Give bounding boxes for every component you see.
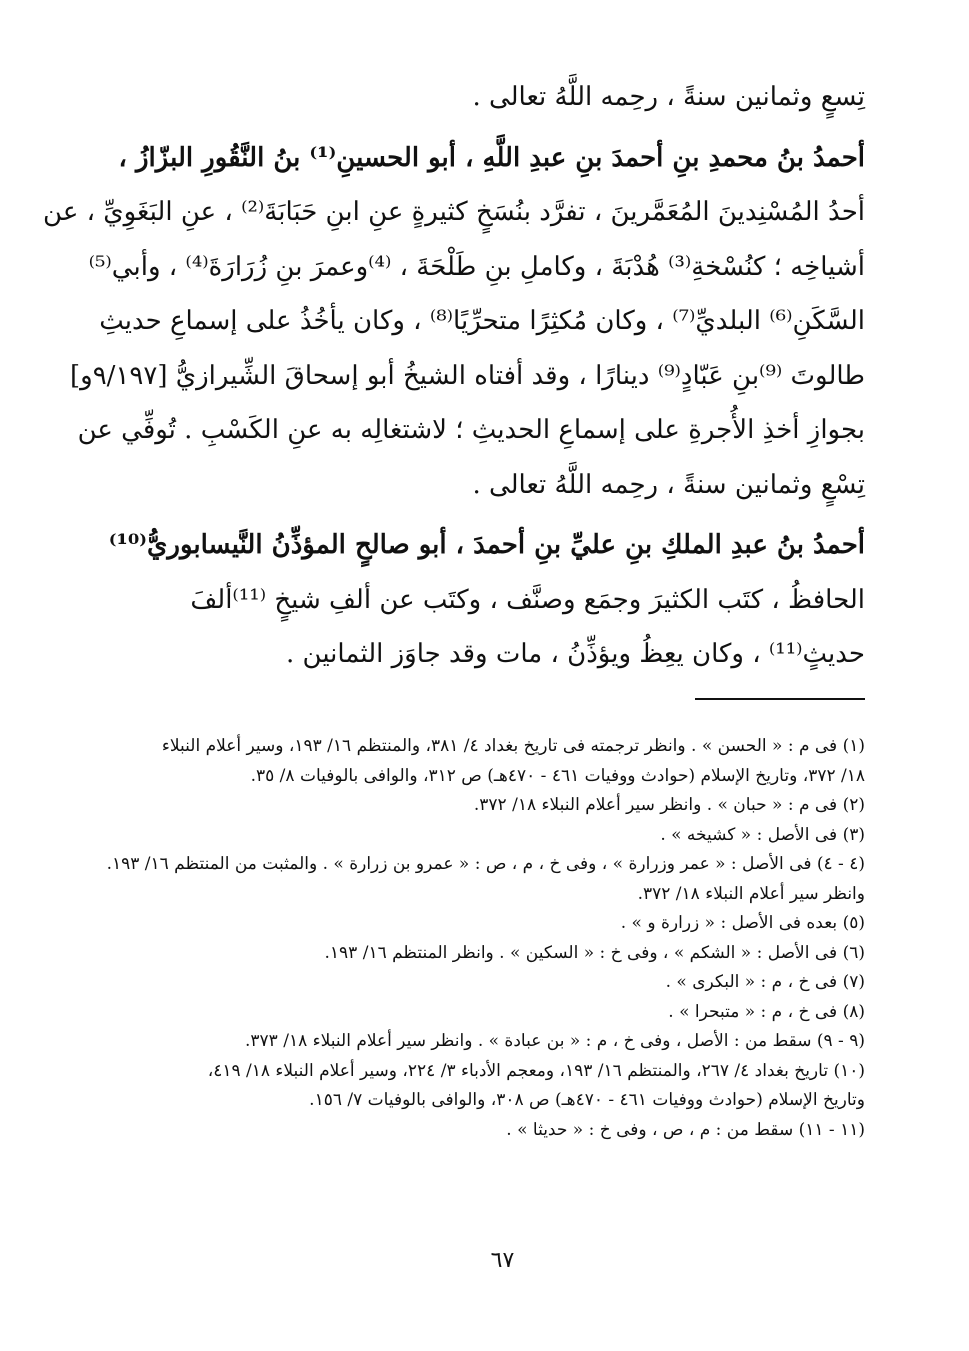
entry-heading: أحمدُ بنُ عبدِ الملكِ بنِ عليِّ بنِ أحمدَ ، أبو صالحٍ المؤذِّنُ النَّيسابوريُّ⁽¹⁰⁾ [108,530,865,560]
footnote-line: (١١ - ١١) سقط من : م ، ص ، وفى خ : « حديثا » . [506,1119,865,1140]
entry-line: أشياخِه ؛ كنُسْخةِ⁽³⁾ هُدْبَةَ ، وكاملِ بنِ طَلْحَةَ ، ⁽⁴⁾وعمرَ بنِ زُرَارَةَ⁽⁴⁾ ، وأبي⁽⁵⁾ [88,251,865,282]
footnote-line: وتاريخ الإسلام (حوادث ووفيات ٤٦١ - ٤٧٠هـ) ص ٣٠٨، والوافى بالوفيات ٧/ ١٥٦. [309,1090,865,1110]
opening-line: تِسعٍ وثمانين سنةً ، رحِمه اللَّهُ تعالى . [472,82,865,112]
footnotes [106,732,865,1145]
footnote-line: (١) فى م : « الحسن » . وانظر ترجمته فى تاريخ بغداد ٤/ ٣٨١، والمنتظم ١٦/ ١٩٣، وسير أعلام النبلاء [161,736,865,756]
footnote-line: (١٠) تاريخ بغداد ٤/ ٢٦٧، والمنتظم ١٦/ ١٩٣، ومعجم الأدباء ٣/ ٢٢٤، وسير أعلام النبلاء ١٨/ ٤١٩، [207,1060,865,1081]
entry-line: تِسْعٍ وثمانين سنةً ، رحِمه اللَّهُ تعالى . [472,469,865,500]
footnote-line: (٢) فى م : « حبان » . وانظر سير أعلام النبلاء ١٨/ ٣٧٢. [473,795,865,815]
footnote-line: ١٨/ ٣٧٢، وتاريخ الإسلام (حوادث ووفيات ٤٦١ - ٤٧٠هـ) ص ٣١٢، والوافى بالوفيات ٨/ ٣٥. [250,765,865,786]
footnote-line: (٨) فى خ ، م : « متبحرا » . [668,1001,865,1022]
footnote-line: (٤ - ٤) فى الأصل : « عمر وزرارة » ، وفى خ ، م ، ص : « عمرو بن زرارة » . والمثبت من المنتظم ١٦/ ١٩٣. [106,854,865,874]
footnote-line: (٧) فى خ ، م : « البكرى » . [665,972,865,992]
footnote-separator [695,698,865,700]
entry-line: حديثٍ⁽¹¹⁾ ، وكان يعِظُ ويؤذِّنُ ، مات وقد جاوَز الثمانين . [286,639,865,669]
entry-line: الحافظُ ، كتَب الكثيرَ وجمَع وصنَّف ، وكتَب عن ألفِ شيخٍ ⁽¹¹⁾ألفَ [190,584,865,615]
book-page [43,70,865,1273]
footnote-line: (٦) فى الأصل : « الشكم » ، وفى خ : « السكين » . وانظر المنتظم ١٦/ ١٩٣. [324,942,865,963]
footnote-line: (٩ - ٩) سقط من : الأصل ، وفى خ ، م : « بن عبادة » . وانظر سير أعلام النبلاء ١٨/ ٣٧٣. [245,1031,865,1051]
entry-line: بجوازِ أخذِ الأُجرةِ على إسماعِ الحديثِ ؛ لاشتغالِه به عنِ الكَسْبِ . تُوفِّي عن [77,415,865,445]
biography-entry-abu-salih [108,518,865,682]
entry-line: طالوتَ ⁽⁹⁾بنِ عَبّادٍ⁽⁹⁾ دينارًا ، وقد أفتاه الشيخُ أبو إسحاقَ الشِّيرازيُّ [٩/١٩٧و] [70,360,865,391]
biography-entry-ibn-al-naqqur [43,131,865,513]
main-text [43,70,865,682]
footnote-line: وانظر سير أعلام النبلاء ١٨/ ٣٧٢. [637,883,865,904]
entry-line: السَّكَنِ⁽⁶⁾ البلديِّ⁽⁷⁾ ، وكان مُكثِرًا متحرِّيًا⁽⁸⁾ ، وكان يأخُذُ على إسماعِ حديثِ [99,306,865,336]
footnote-line: (٥) بعده فى الأصل : « زرارة و » . [620,913,865,933]
entry-heading: أحمدُ بنُ محمدِ بنِ أحمدَ بنِ عبدِ اللَّهِ ، أبو الحسينِ⁽¹⁾ بنُ النَّقُورِ البزّازُ ، [118,142,865,173]
page-number: ٦٧ [490,1248,515,1273]
footnote-line: (٣) فى الأصل : « كشيخه » . [660,824,865,845]
entry-line: أحدُ المُسْنِدينَ المُعَمَّرينَ ، تفرَّد بنُسَخٍ كثيرةٍ عنِ ابنِ حَبَابَةَ⁽²⁾ ، عنِ البَغَوِيِّ ، عن [43,197,865,227]
